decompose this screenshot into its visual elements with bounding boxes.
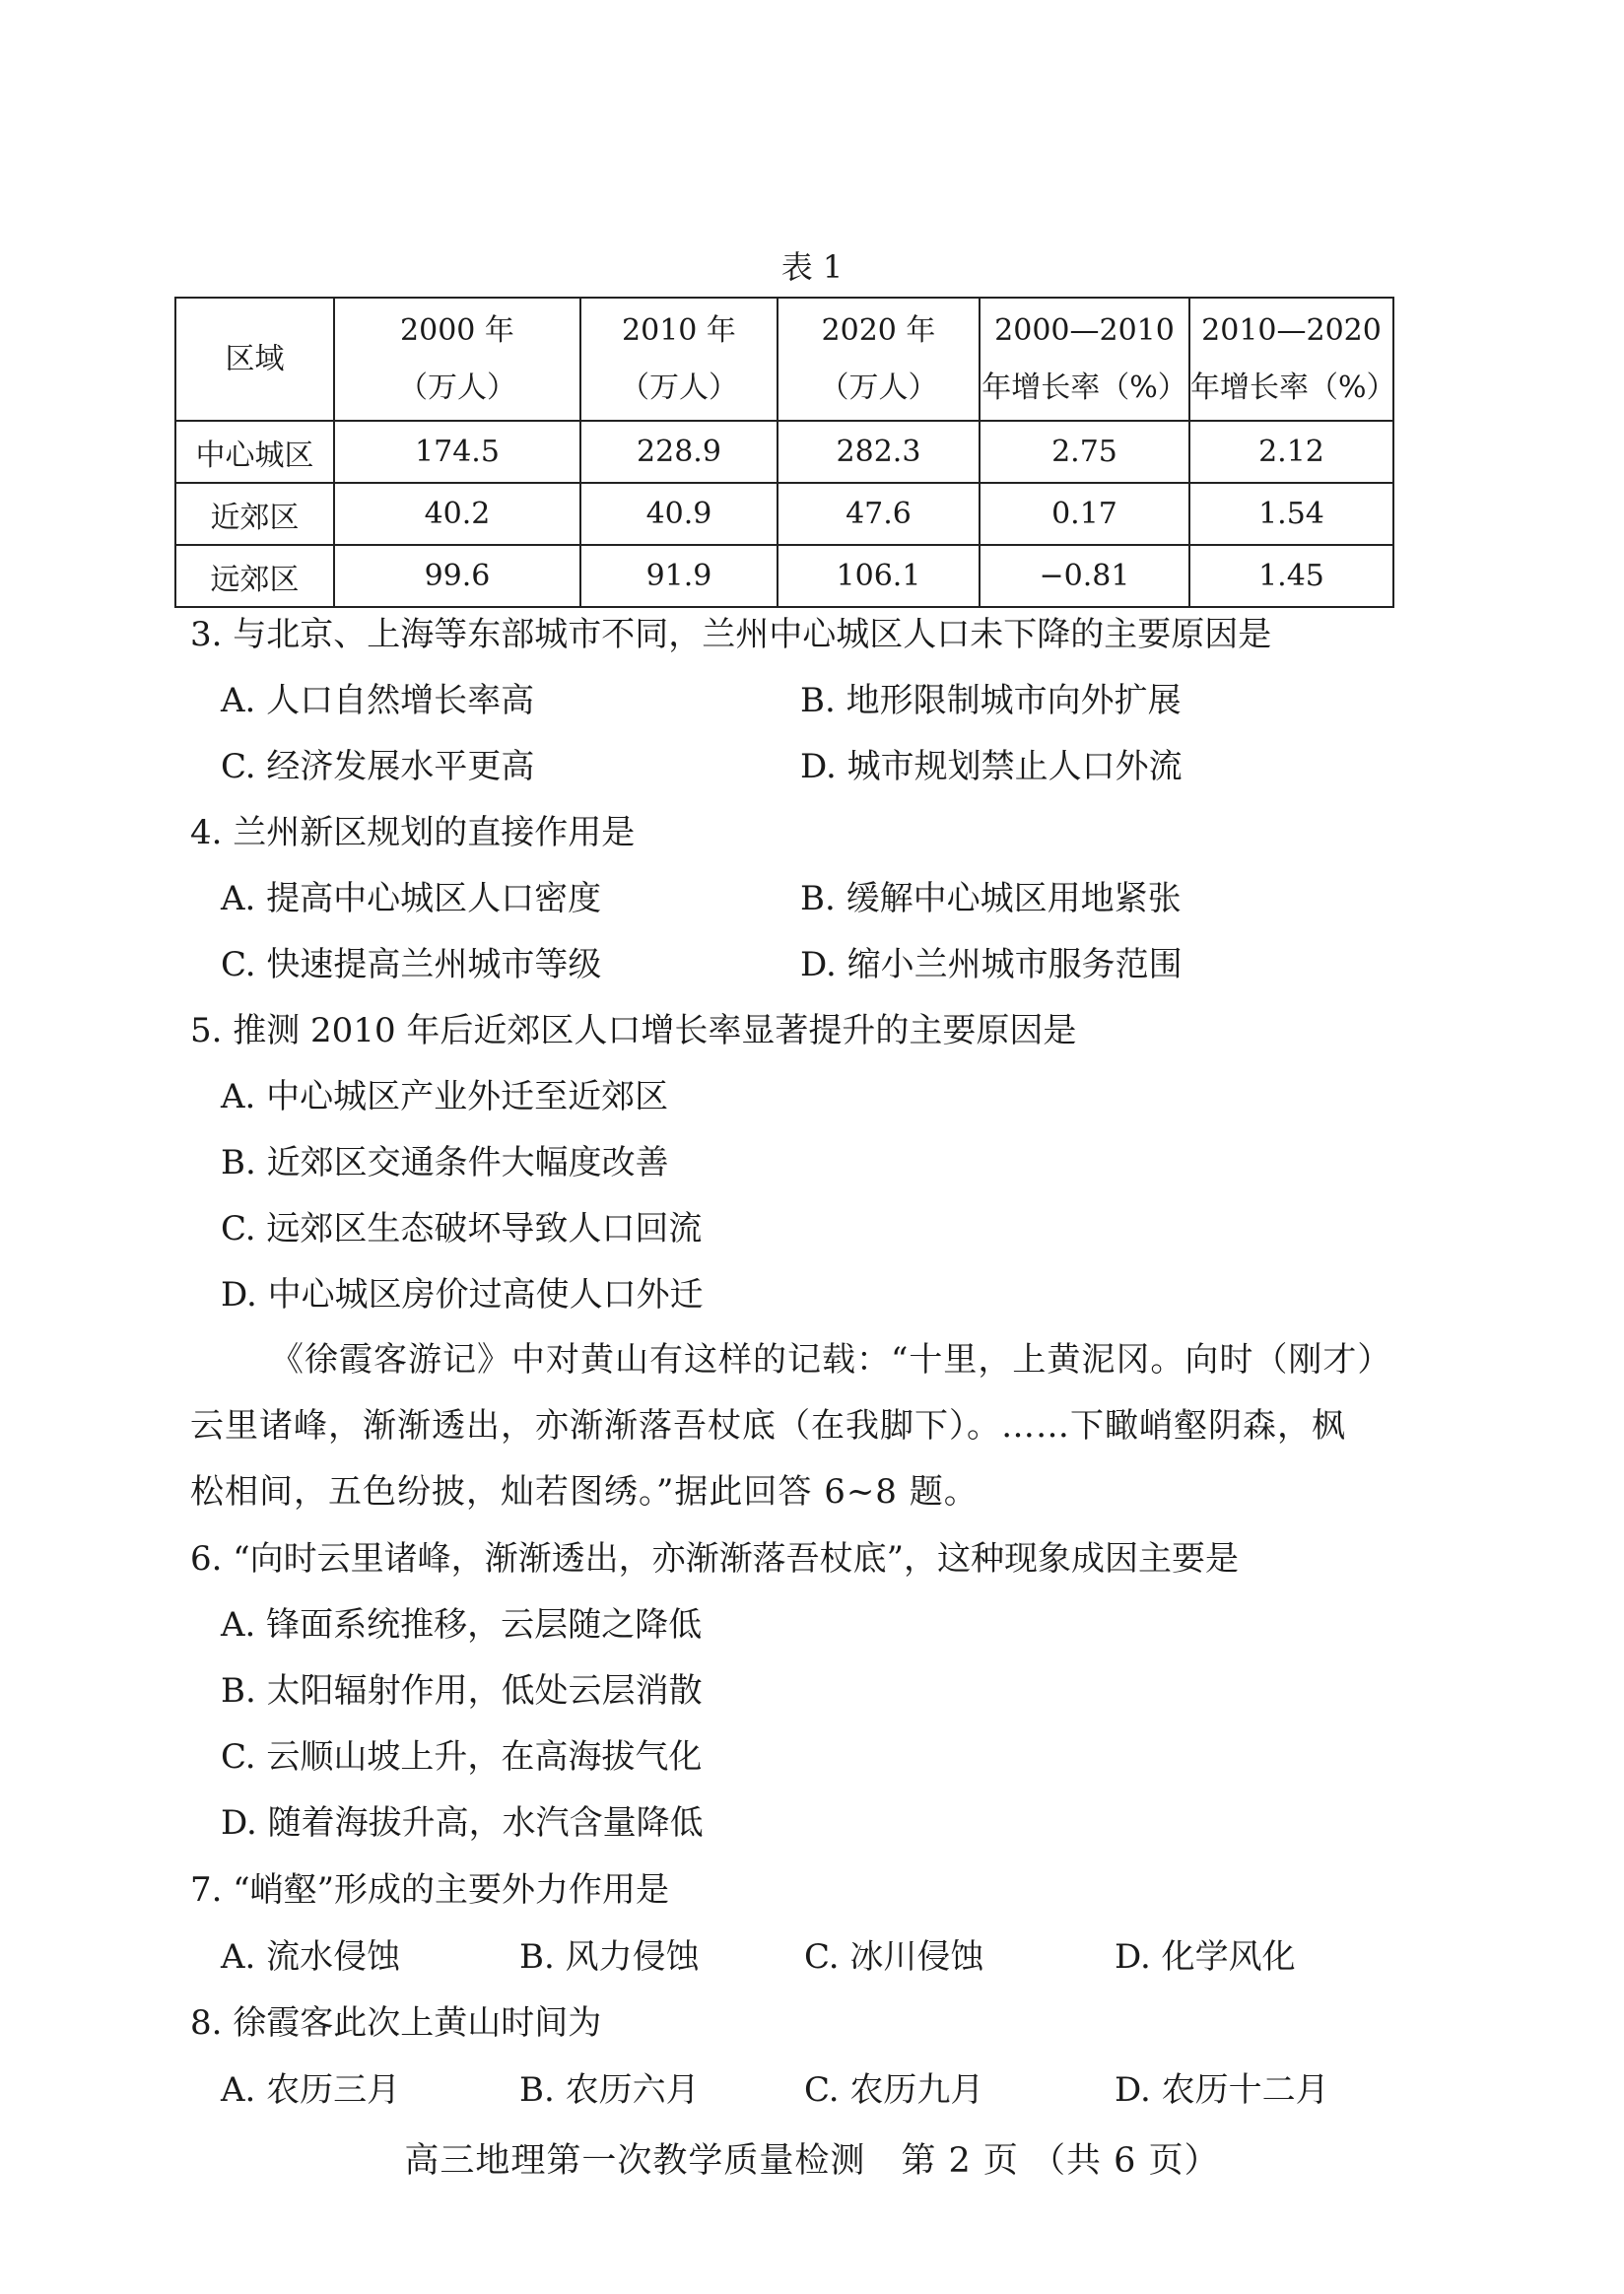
header-unit: （万人） xyxy=(819,370,938,405)
passage-line-1: 《徐霞客游记》中对黄山有这样的记载：“十里，上黄泥冈。向时（刚才） xyxy=(270,1340,1392,1380)
table-cell: 228.9 xyxy=(580,421,778,483)
question-7-option-c: C. 冰川侵蚀 xyxy=(804,1937,984,1977)
header-cell-region xyxy=(175,298,334,421)
question-3-option-b: B. 地形限制城市向外扩展 xyxy=(800,681,1182,720)
header-line: 2000 年 xyxy=(400,312,514,348)
table-cell: 2.75 xyxy=(980,421,1189,483)
passage-line-3: 松相间，五色纷披，灿若图绣。”据此回答 6~8 题。 xyxy=(190,1472,979,1512)
question-4-option-d: D. 缩小兰州城市服务范围 xyxy=(800,945,1183,984)
header-unit: 年增长率（%） xyxy=(1190,370,1396,405)
question-5-stem: 5. 推测 2010 年后近郊区人口增长率显著提升的主要原因是 xyxy=(190,1011,1077,1050)
page-footer: 高三地理第一次教学质量检测 第 2 页 （共 6 页） xyxy=(404,2141,1220,2181)
question-5-option-a: A. 中心城区产业外迁至近郊区 xyxy=(221,1077,669,1116)
table-cell: 1.45 xyxy=(1189,545,1393,607)
question-7-stem: 7. “峭壑”形成的主要外力作用是 xyxy=(190,1870,670,1910)
table-cell: 1.54 xyxy=(1189,483,1393,545)
passage-line-2: 云里诸峰，渐渐透出，亦渐渐落吾杖底（在我脚下）。……下瞰峭壑阴森，枫 xyxy=(190,1406,1346,1446)
question-6-option-d: D. 随着海拔升高，水汽含量降低 xyxy=(221,1803,704,1843)
header-line: 2010 年 xyxy=(622,312,736,348)
header-unit: （万人） xyxy=(398,370,516,405)
header-cell-growth-2010-2020 xyxy=(1189,298,1396,421)
header-line: 区域 xyxy=(225,341,285,376)
question-3-option-a: A. 人口自然增长率高 xyxy=(221,681,535,720)
header-cell-2020 xyxy=(778,298,980,421)
question-4-option-c: C. 快速提高兰州城市等级 xyxy=(221,945,602,984)
question-4-stem: 4. 兰州新区规划的直接作用是 xyxy=(190,813,636,852)
question-4-option-a: A. 提高中心城区人口密度 xyxy=(221,879,602,918)
table-cell: 282.3 xyxy=(778,421,980,483)
table-row xyxy=(175,483,1393,545)
table-cell: 近郊区 xyxy=(175,483,334,545)
question-7-option-a: A. 流水侵蚀 xyxy=(221,1937,401,1977)
question-3-option-d: D. 城市规划禁止人口外流 xyxy=(800,747,1183,786)
question-8-stem: 8. 徐霞客此次上黄山时间为 xyxy=(190,2003,602,2043)
table-cell: 174.5 xyxy=(334,421,580,483)
question-6-option-b: B. 太阳辐射作用，低处云层消散 xyxy=(221,1671,703,1711)
question-5-option-c: C. 远郊区生态破坏导致人口回流 xyxy=(221,1209,703,1248)
header-cell-growth-2000-2010 xyxy=(980,298,1189,421)
header-line: 2020 年 xyxy=(821,312,936,348)
table-cell: 40.9 xyxy=(580,483,778,545)
table-cell: 0.17 xyxy=(980,483,1189,545)
table-cell: 2.12 xyxy=(1189,421,1393,483)
question-8-option-d: D. 农历十二月 xyxy=(1115,2070,1329,2110)
header-unit: （万人） xyxy=(620,370,738,405)
table-caption: 表 1 xyxy=(780,248,844,286)
table-header-row xyxy=(175,298,1393,421)
question-6-option-c: C. 云顺山坡上升，在高海拔气化 xyxy=(221,1737,703,1777)
question-3-option-c: C. 经济发展水平更高 xyxy=(221,747,535,786)
question-6-option-a: A. 锋面系统推移，云层随之降低 xyxy=(221,1605,703,1645)
table-cell: 106.1 xyxy=(778,545,980,607)
table-cell: −0.81 xyxy=(980,545,1189,607)
question-8-option-c: C. 农历九月 xyxy=(804,2070,984,2110)
question-4-option-b: B. 缓解中心城区用地紧张 xyxy=(800,879,1182,918)
question-5-option-d: D. 中心城区房价过高使人口外迁 xyxy=(221,1275,704,1315)
header-cell-2000 xyxy=(334,298,580,421)
table-cell: 远郊区 xyxy=(175,545,334,607)
header-line: 2000—2010 xyxy=(994,312,1175,348)
header-cell-2010 xyxy=(580,298,778,421)
table-cell: 中心城区 xyxy=(175,421,334,483)
header-line: 2010—2020 xyxy=(1201,312,1382,348)
table-cell: 47.6 xyxy=(778,483,980,545)
question-8-option-b: B. 农历六月 xyxy=(519,2070,700,2110)
table-cell: 40.2 xyxy=(334,483,580,545)
table-row xyxy=(175,421,1393,483)
question-7-option-d: D. 化学风化 xyxy=(1115,1937,1296,1977)
table-cell: 99.6 xyxy=(334,545,580,607)
table-cell: 91.9 xyxy=(580,545,778,607)
question-6-stem: 6. “向时云里诸峰，渐渐透出，亦渐渐落吾杖底”，这种现象成因主要是 xyxy=(190,1539,1240,1579)
question-5-option-b: B. 近郊区交通条件大幅度改善 xyxy=(221,1143,669,1182)
population-table xyxy=(174,297,1394,608)
header-unit: 年增长率（%） xyxy=(981,370,1187,405)
table-row xyxy=(175,545,1393,607)
question-7-option-b: B. 风力侵蚀 xyxy=(519,1937,700,1977)
question-8-option-a: A. 农历三月 xyxy=(221,2070,401,2110)
question-3-stem: 3. 与北京、上海等东部城市不同，兰州中心城区人口未下降的主要原因是 xyxy=(190,615,1272,654)
